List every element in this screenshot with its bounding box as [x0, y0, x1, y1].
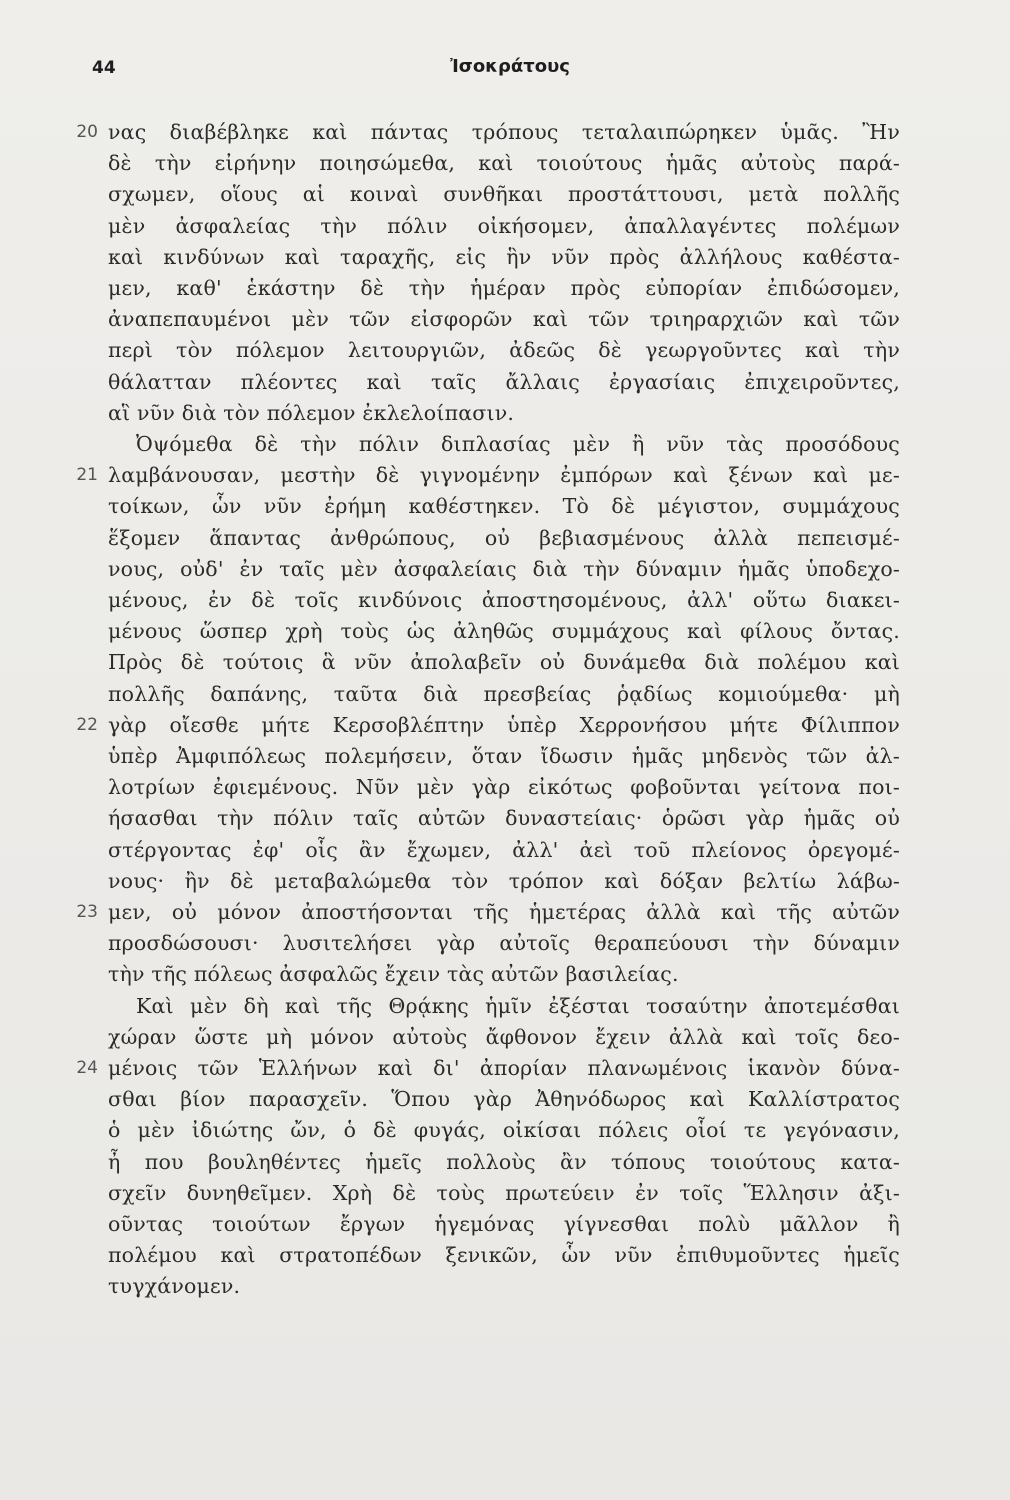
text-line: τυγχάνομεν. — [108, 1274, 241, 1299]
text-line: Πρὸς δὲ τούτοις ἃ νῦν ἀπολαβεῖν οὐ δυνάμεθα διὰ πολέμου καὶ — [108, 650, 900, 675]
text-line: μένους ὥσπερ χρὴ τοὺς ὡς ἀληθῶς συμμάχους καὶ φίλους ὄντας. — [108, 619, 900, 644]
text-line: ὁ μὲν ἰδιώτης ὤν, ὁ δὲ φυγάς, οἰκίσαι πόλεις οἷοί τε γεγόνασιν, — [108, 1118, 900, 1143]
text-line: ἦ που βουληθέντες ἡμεῖς πολλοὺς ἂν τόπους τοιούτους κατα- — [108, 1149, 900, 1174]
text-line: δὲ τὴν εἰρήνην ποιησώμεθα, καὶ τοιούτους ἡμᾶς αὐτοὺς παρά- — [108, 151, 900, 176]
text-line: ἕξομεν ἅπαντας ἀνθρώπους, οὐ βεβιασμένους ἀλλὰ πεπεισμέ- — [108, 525, 900, 550]
text-line: τοίκων, ὧν νῦν ἐρήμη καθέστηκεν. Τὸ δὲ μέγιστον, συμμάχους — [108, 494, 900, 519]
text-line: θάλατταν πλέοντες καὶ ταῖς ἄλλαις ἐργασίαις ἐπιχειροῦντες, — [108, 369, 900, 394]
text-line: Καὶ μὲν δὴ καὶ τῆς Θρᾴκης ἡμῖν ἐξέσται τοσαύτην ἀποτεμέσθαι — [136, 993, 900, 1018]
text-line: τὴν τῆς πόλεως ἀσφαλῶς ἔχειν τὰς αὐτῶν βασιλείας. — [108, 962, 679, 987]
text-line: γὰρ οἴεσθε μήτε Κερσοβλέπτην ὑπὲρ Χερρονήσου μήτε Φίλιππον — [108, 712, 900, 737]
text-line: σχωμεν, οἵους αἱ κοιναὶ συνθῆκαι προστάττουσι, μετὰ πολλῆς — [108, 182, 900, 207]
text-line: λαμβάνουσαν, μεστὴν δὲ γιγνομένην ἐμπόρων καὶ ξένων καὶ με- — [108, 463, 900, 488]
section-number: 22 — [76, 714, 98, 735]
section-number: 24 — [76, 1058, 98, 1078]
text-line: στέργοντας ἐφ' οἷς ἂν ἔχωμεν, ἀλλ' ἀεὶ τοῦ πλείονος ὀρεγομέ- — [108, 837, 900, 862]
text-line: μεν, οὐ μόνον ἀποστήσονται τῆς ἡμετέρας ἀλλὰ καὶ τῆς αὐτῶν — [108, 900, 900, 924]
text-line: μεν, καθ' ἑκάστην δὲ τὴν ἡμέραν πρὸς εὐπορίαν ἐπιδώσομεν, — [108, 276, 900, 300]
text-line: σθαι βίον παρασχεῖν. Ὅπου γὰρ Ἀθηνόδωρος καὶ Καλλίστρατος — [108, 1087, 900, 1112]
text-line: ἀναπεπαυμένοι μὲν τῶν εἰσφορῶν καὶ τῶν τριηραρχιῶν καὶ τῶν — [108, 307, 900, 332]
text-line: νους, οὐδ' ἐν ταῖς μὲν ἀσφαλείαις διὰ τὴν δύναμιν ἡμᾶς ὑποδεχο- — [108, 556, 900, 581]
text-line: ήσασθαι τὴν πόλιν ταῖς αὐτῶν δυναστείαις· ὁρῶσι γὰρ ἡμᾶς οὐ — [108, 806, 900, 831]
section-number: 21 — [76, 465, 98, 486]
text-line: καὶ κινδύνων καὶ ταραχῆς, εἰς ἣν νῦν πρὸς ἀλλήλους καθέστα- — [108, 244, 900, 269]
text-line: μὲν ἀσφαλείας τὴν πόλιν οἰκήσομεν, ἀπαλλαγέντες πολέμων — [108, 213, 900, 238]
text-line: πολέμου καὶ στρατοπέδων ξενικῶν, ὧν νῦν ἐπιθυμοῦντες ἡμεῖς — [108, 1243, 900, 1268]
text-line: οῦντας τοιούτων ἔργων ἡγεμόνας γίγνεσθαι πολὺ μᾶλλον ἢ — [108, 1212, 900, 1236]
text-line: προσδώσουσι· λυσιτελήσει γὰρ αὐτοῖς θεραπεύουσι τὴν δύναμιν — [108, 931, 900, 956]
text-line: αἳ νῦν διὰ τὸν πόλεμον ἐκλελοίπασιν. — [108, 400, 515, 425]
section-number: 20 — [76, 122, 98, 142]
text-line: περὶ τὸν πόλεμον λειτουργιῶν, ἀδεῶς δὲ γεωργοῦντες καὶ τὴν — [108, 338, 900, 363]
text-line: νους· ἢν δὲ μεταβαλώμεθα τὸν τρόπον καὶ δόξαν βελτίω λάβω- — [108, 868, 900, 893]
text-line: σχεῖν δυνηθεῖμεν. Χρὴ δὲ τοὺς πρωτεύειν ἐν τοῖς Ἕλλησιν ἀξι- — [108, 1180, 900, 1205]
section-number: 23 — [76, 902, 98, 922]
text-line: μένους, ἐν δὲ τοῖς κινδύνοις ἀποστησομένους, ἀλλ' οὕτω διακει- — [108, 588, 900, 612]
text-line: λοτρίων ἐφιεμένους. Νῦν μὲν γὰρ εἰκότως φοβοῦνται γείτονα ποι- — [108, 775, 900, 800]
page-number: 44 — [92, 58, 116, 78]
text-line: πολλῆς δαπάνης, ταῦτα διὰ πρεσβείας ῥᾳδίως κομιούμεθα· μὴ — [108, 681, 900, 706]
text-line: μένοις τῶν Ἑλλήνων καὶ δι' ἀπορίαν πλανωμένοις ἱκανὸν δύνα- — [108, 1056, 900, 1080]
text-line: ὑπὲρ Ἀμφιπόλεως πολεμήσειν, ὅταν ἴδωσιν ἡμᾶς μηδενὸς τῶν ἀλ- — [108, 744, 900, 768]
text-line: χώραν ὥστε μὴ μόνον αὐτοὺς ἄφθονον ἔχειν ἀλλὰ καὶ τοῖς δεο- — [108, 1024, 900, 1049]
text-line: Ὀψόμεθα δὲ τὴν πόλιν διπλασίας μὲν ἢ νῦν τὰς προσόδους — [136, 432, 900, 456]
text-line: νας διαβέβληκε καὶ πάντας τρόπους τεταλαιπώρηκεν ὑμᾶς. Ἢν — [108, 120, 900, 144]
running-head: Ἰσοκράτους — [450, 56, 570, 77]
